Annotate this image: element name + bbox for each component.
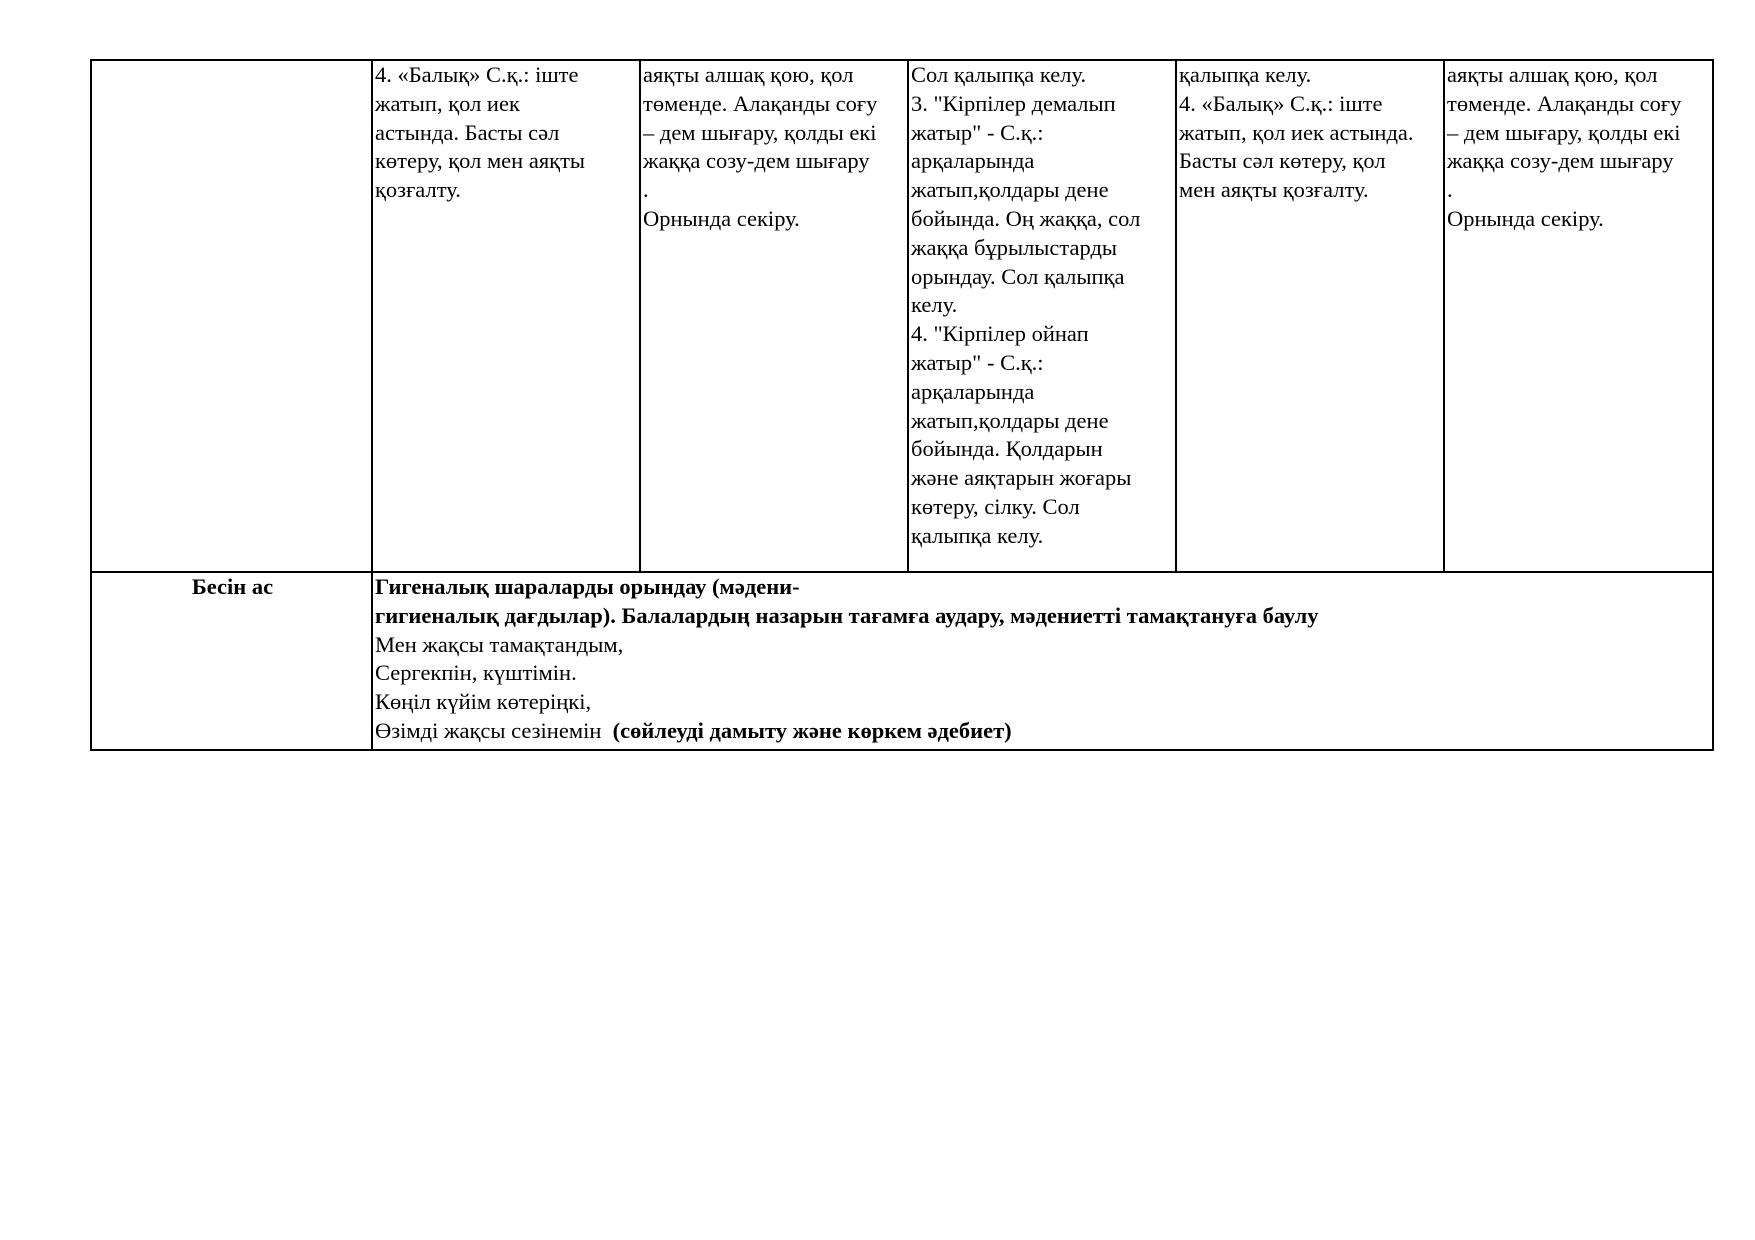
content-line: Сергекпін, күштімін. [375,660,577,686]
table-cell: 4. «Балық» С.қ.: іште жатып, қол иек астында. Басты сәл көтеру, қол мен аяқты қозғалту. [372,60,640,572]
table-cell: Сол қалыпқа келу. 3. "Кірпілер демалып жатыр" - С.қ.: арқаларында жатып,қолдары дене бойында. Оң жаққа, сол жаққа бұрылыстарды орындау. Сол қалыпқа келу. 4. "Кірпілер ойнап жатыр" - С.қ.: арқаларында жатып,қолдары дене бойында. Қолдарын және аяқтарын жоғары көтеру, сілку. Сол қалыпқа келу. [908,60,1176,572]
table-cell: аяқты алшақ қою, қол төменде. Алақанды соғу – дем шығару, қолды екі жаққа созу-дем шығару . Орнында секіру. [1444,60,1713,572]
content-line: Көңіл күйім көтеріңкі, [375,689,592,715]
table-row [91,572,1713,750]
subject-note: (сөйлеуді дамыту және көркем әдебиет) [612,717,1012,743]
schedule-table [90,59,1714,751]
content-line: гигиеналық дағдылар). Балалардың назарын тағамға аудару, мәдениетті тамақтануға баулу [375,602,1319,628]
table-row [91,60,1713,572]
content-line [375,717,1712,746]
table-cell: қалыпқа келу. 4. «Балық» С.қ.: іште жатып, қол иек астында. Басты сәл көтеру, қол мен аяқты қозғалту. [1176,60,1444,572]
table-cell: аяқты алшақ қою, қол төменде. Алақанды соғу – дем шығару, қолды екі жаққа созу-дем шығару . Орнында секіру. [640,60,908,572]
row-label-cell: Бесін ас [91,572,372,750]
row-label-cell [91,60,372,572]
content-line: Мен жақсы тамақтандым, [375,631,624,657]
content-line: Гигеналық шараларды орындау (мәдени- [375,574,800,599]
merged-content-cell [372,572,1713,750]
content-text: Өзімді жақсы сезінемін [375,717,613,743]
